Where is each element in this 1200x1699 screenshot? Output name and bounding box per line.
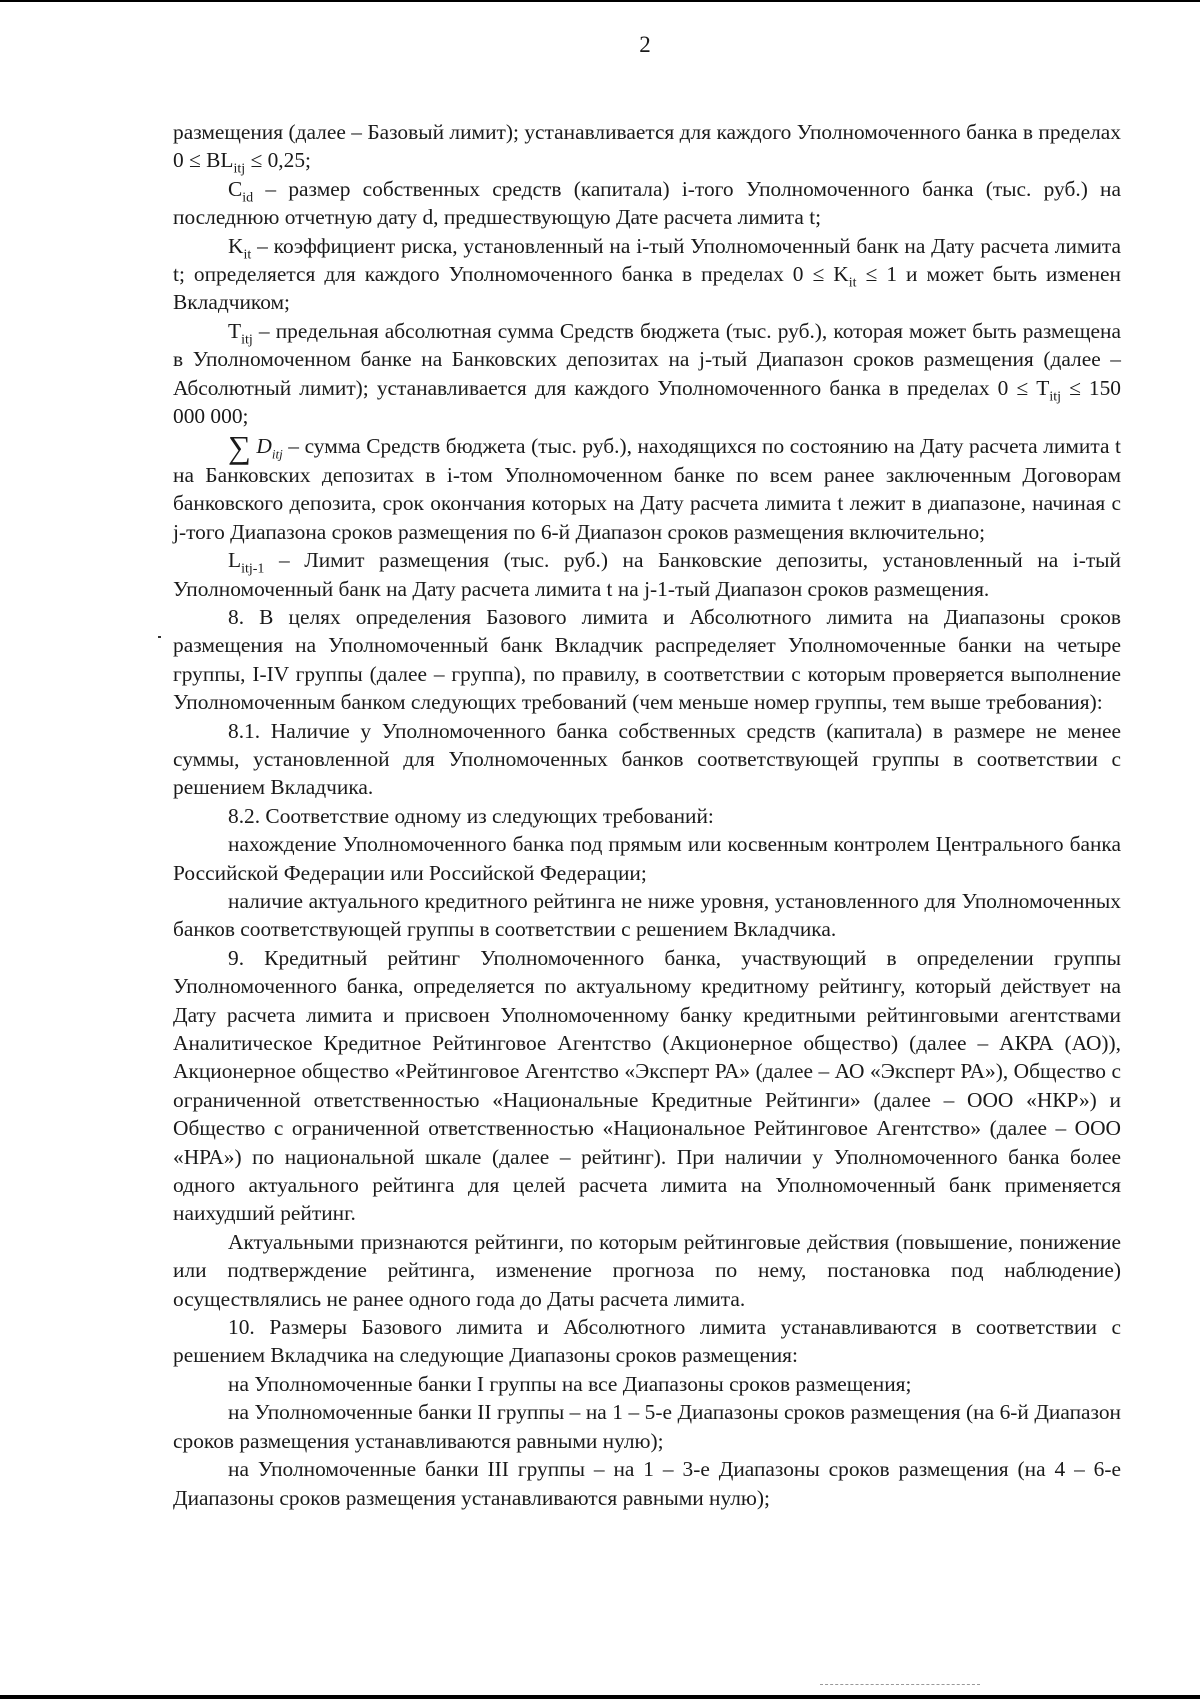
paragraph-own-funds: $C_{id}$ – размер собственных средств (капитала) i-того Уполномоченного банка (тыс. руб.) на последнюю отчетную дату d, предшествующую Дате расчета лимита t;: [173, 176, 1121, 230]
paragraph-item-10: 10. Размеры Базового лимита и Абсолютного лимита устанавливаются в соответствии с решением Вкладчика на следующие Диапазоны сроков размещения:: [173, 1315, 1121, 1368]
paragraph-rating-requirement: наличие актуального кредитного рейтинга не ниже уровня, установленного для Уполномоченных банков соответствующей группы в соответствии с решением Вкладчика.: [173, 888, 1121, 942]
paragraph-group-3: на Уполномоченные банки III группы – на 1 – 3-е Диапазоны сроков размещения (на 4 – 6-е Диапазоны сроков размещения устанавливаются равными нулю);: [173, 1457, 1121, 1510]
page-number: 2: [639, 32, 651, 57]
paragraph-placement-limit: $L_{itj-1}$ – Лимит размещения (тыс. руб.) на Банковские депозиты, установленный на i-тый Уполномоченный банк на Дату расчета лимита t на j-1-тый Диапазон сроков размещения.: [173, 548, 1121, 601]
paragraph-risk-coefficient: $K_{it}$ – коэффициент риска, установленный на i-тый Уполномоченный банк на Дату расчета лимита t; определяется для каждого Уполномоченного банка в пределах $0 \le K_{it} \le 1$ и может быть изменен Вкладчиком;: [173, 233, 1121, 315]
paragraph-deposit-sum: ∑ $D_{itj}$ – сумма Средств бюджета (тыс. руб.), находящихся по состоянию на Дату расчета лимита t на Банковских депозитах в i-том Уполномоченном банке по всем ранее заключенным Договорам банковского депозита, срок окончания которых на Дату расчета лимита t лежит в диапазоне, начиная с j-того Диапазона сроков размещения по 6-й Диапазон сроков размещения включительно;: [173, 429, 1121, 544]
margin-mark: [158, 636, 161, 638]
page-bottom-border: [0, 1695, 1200, 1699]
paragraph-item-9: 9. Кредитный рейтинг Уполномоченного банка, участвующий в определении группы Уполномоченного банка, определяется по актуальному кредитному рейтингу, который действует на Дату расчета лимита и присвоен Уполномоченному банку кредитными рейтинговыми агентствами Аналитическое Кредитное Рейтинговое Агентство (Акционерное общество) (далее – АКРА (АО)), Акционерное общество «Рейтинговое Агентство «Эксперт РА» (далее – АО «Эксперт РА»), Общество с ограниченной ответственностью «Национальные Кредитные Рейтинги» (далее – ООО «НКР») и Общество с ограниченной ответственностью «Национальное Рейтинговое Агентство» (далее – ООО «НРА») по национальной шкале (далее – рейтинг). При наличии у Уполномоченного банка более одного актуального рейтинга для целей расчета лимита на Уполномоченный банк применяется наихудший рейтинг.: [173, 945, 1121, 1226]
paragraph-item-8-2: 8.2. Соответствие одному из следующих требований:: [228, 803, 714, 828]
document-body: [173, 118, 1121, 1512]
paragraph-group-1: на Уполномоченные банки I группы на все Диапазоны сроков размещения;: [228, 1371, 912, 1396]
page-top-border: [0, 0, 1200, 2]
paragraph-absolute-limit: $T_{itj}$ – предельная абсолютная сумма Средств бюджета (тыс. руб.), которая может быть размещена в Уполномоченном банке на Банковских депозитах на j-тый Диапазон сроков размещения (далее – Абсолютный лимит); устанавливается для каждого Уполномоченного банка в пределах $0 \le T_{itj} \le 150$ 000 000;: [173, 318, 1121, 429]
footer-scan-marks: [820, 1684, 980, 1688]
paragraph-group-2: на Уполномоченные банки II группы – на 1 – 5-е Диапазоны сроков размещения (на 6-й Диапазон сроков размещения устанавливаются равными нулю);: [173, 1400, 1121, 1453]
sum-symbol: ∑: [228, 429, 251, 466]
paragraph-control: нахождение Уполномоченного банка под прямым или косвенным контролем Центрального банка Российской Федерации или Российской Федерации;: [173, 832, 1121, 885]
paragraph-item-8: 8. В целях определения Базового лимита и Абсолютного лимита на Диапазоны сроков размещения на Уполномоченный банк Вкладчик распределяет Уполномоченные банки на четыре группы, I-IV группы (далее – группа), по правилу, в соответствии с которым проверяется выполнение Уполномоченным банком следующих требований (чем меньше номер группы, тем выше требования):: [173, 604, 1121, 715]
paragraph-item-8-1: 8.1. Наличие у Уполномоченного банка собственных средств (капитала) в размере не менее суммы, установленной для Уполномоченных банков соответствующей группы в соответствии с решением Вкладчика.: [173, 718, 1121, 800]
paragraph-actual-ratings: Актуальными признаются рейтинги, по которым рейтинговые действия (повышение, понижение или подтверждение рейтинга, изменение прогноза по нему, постановка под наблюдение) осуществлялись не ранее одного года до Даты расчета лимита.: [173, 1229, 1121, 1311]
paragraph-base-limit-cont: размещения (далее – Базовый лимит); устанавливается для каждого Уполномоченного банка в пределах $0 \le BL_{itj} \le 0,25$;: [173, 120, 1121, 177]
d-variable: $D_{itj}$: [256, 434, 283, 462]
